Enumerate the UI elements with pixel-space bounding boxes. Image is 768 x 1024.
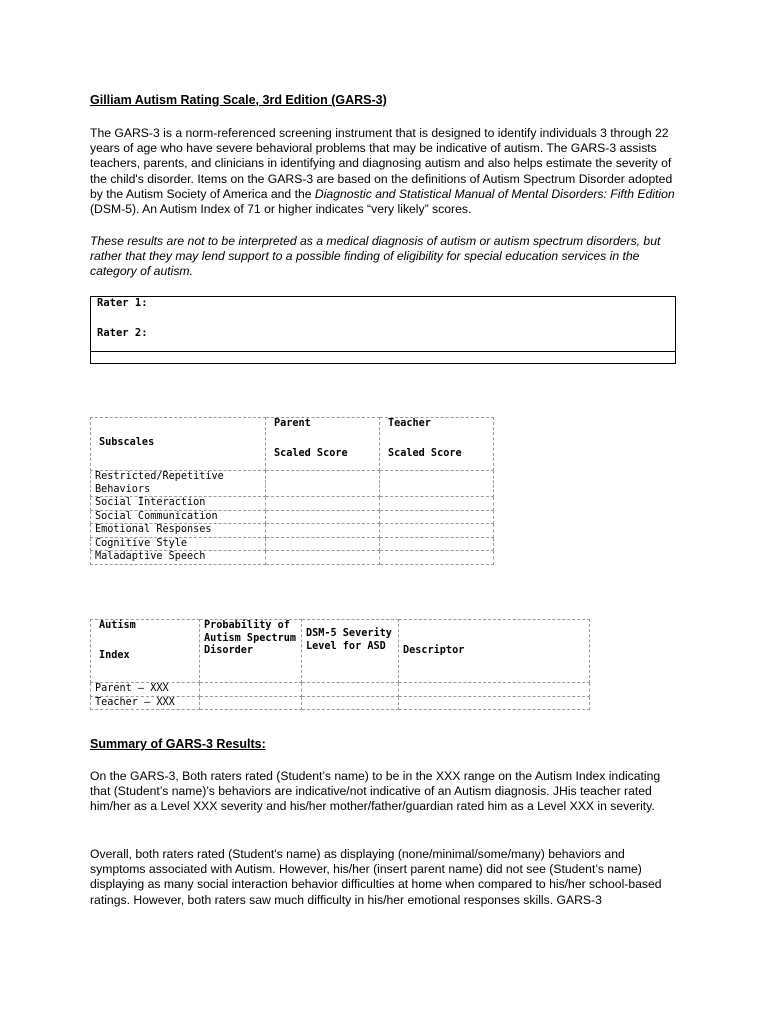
- subscale-name: Social Communication: [91, 510, 266, 524]
- summary-paragraph-2: Overall, both raters rated (Student's name) as displaying (none/minimal/some/many) behaviors and symptoms associated with Autism. However, his/her (insert parent name) did not see (Student’s name) displaying as many social interaction behavior difficulties at home when compared to his/her school-based ratings. However, both raters saw much difficulty in his/her emotional responses skills. GARS-3: [90, 847, 662, 907]
- autism-index-header-cell: [91, 620, 200, 683]
- parent-score-cell[interactable]: [266, 510, 380, 524]
- parent-score-cell[interactable]: [266, 551, 380, 565]
- rater-box-divider: [91, 351, 675, 352]
- rater-1-label: Rater 1:: [97, 297, 148, 309]
- parent-score-cell[interactable]: [266, 471, 380, 497]
- descriptor-cell[interactable]: [399, 696, 590, 710]
- severity-cell[interactable]: [302, 696, 399, 710]
- subscales-header-label: Subscales: [99, 437, 155, 448]
- teacher-score-cell[interactable]: [380, 510, 494, 524]
- parent-score-cell[interactable]: [266, 524, 380, 538]
- subscales-header-cell: [91, 418, 266, 471]
- table-row: [91, 537, 494, 551]
- table-row: [91, 683, 590, 697]
- autism-header-label: Autism: [99, 620, 136, 631]
- subscale-name: Cognitive Style: [91, 537, 266, 551]
- subscale-name: Maladaptive Speech: [91, 551, 266, 565]
- intro-paragraph: [90, 126, 680, 217]
- table-row: [91, 497, 494, 511]
- table-row: [91, 696, 590, 710]
- intro-text-a: The GARS-3 is a norm-referenced screening instrument that is designed to identify individuals 3 through 22 years of age who have severe behavioral problems that may be indicative of autism. The GARS-3 assists teachers, parents, and clinicians in identifying and diagnosing autism and also helps estimate the severity of the child's disorder. Items on the GARS-3 are based on the definitions of Autism Spectrum Disorder adopted by the Autism Society of America and the: [90, 126, 673, 201]
- rater-index-label: Parent – XXX: [91, 683, 200, 697]
- rater-box: [90, 296, 676, 364]
- parent-header-label: Parent: [274, 418, 311, 429]
- parent-header-cell: [266, 418, 380, 471]
- teacher-header-cell: [380, 418, 494, 471]
- severity-cell[interactable]: [302, 683, 399, 697]
- descriptor-cell[interactable]: [399, 683, 590, 697]
- summary-heading: Summary of GARS-3 Results:: [90, 737, 266, 751]
- parent-score-cell[interactable]: [266, 537, 380, 551]
- disclaimer-paragraph: These results are not to be interpreted as a medical diagnosis of autism or autism spectrum disorders, but rather that they may lend support to a possible finding of eligibility for special education services in the category of autism.: [90, 234, 661, 279]
- teacher-scaled-score-label: Scaled Score: [388, 448, 462, 459]
- teacher-score-cell[interactable]: [380, 537, 494, 551]
- subscale-name: Restricted/Repetitive Behaviors: [91, 471, 266, 497]
- subscales-header-row: [91, 418, 494, 471]
- parent-scaled-score-label: Scaled Score: [274, 448, 348, 459]
- table-row: [91, 551, 494, 565]
- subscale-name: Social Interaction: [91, 497, 266, 511]
- teacher-score-cell[interactable]: [380, 471, 494, 497]
- table-row: [91, 524, 494, 538]
- autism-header-row: [91, 620, 590, 683]
- autism-index-table: [90, 619, 590, 710]
- table-row: [91, 471, 494, 497]
- teacher-score-cell[interactable]: [380, 497, 494, 511]
- teacher-header-label: Teacher: [388, 418, 431, 429]
- intro-text-b: (DSM-5). An Autism Index of 71 or higher indicates “very likely” scores.: [90, 202, 472, 217]
- subscale-name: Emotional Responses: [91, 524, 266, 538]
- probability-cell[interactable]: [200, 683, 302, 697]
- parent-score-cell[interactable]: [266, 497, 380, 511]
- intro-italic-title: Diagnostic and Statistical Manual of Mental Disorders: Fifth Edition: [314, 186, 675, 201]
- descriptor-header: Descriptor: [399, 620, 590, 683]
- document-title: Gilliam Autism Rating Scale, 3rd Edition (GARS-3): [90, 93, 387, 107]
- teacher-score-cell[interactable]: [380, 524, 494, 538]
- index-header-label: Index: [99, 650, 130, 661]
- teacher-score-cell[interactable]: [380, 551, 494, 565]
- probability-header: Probability of Autism Spectrum Disorder: [200, 620, 302, 683]
- summary-paragraph-1: On the GARS-3, Both raters rated (Student’s name) to be in the XXX range on the Autism Index indicating that (Student’s name)’s behaviors are indicative/not indicative of an Autism diagnosis. JHis teacher rated him/her as a Level XXX severity and his/her mother/father/guardian rated him as a Level XXX in severity.: [90, 769, 661, 814]
- rater-2-label: Rater 2:: [97, 327, 148, 339]
- probability-cell[interactable]: [200, 696, 302, 710]
- subscales-table: [90, 417, 494, 565]
- rater-index-label: Teacher – XXX: [91, 696, 200, 710]
- table-row: [91, 510, 494, 524]
- dsm5-severity-header: DSM-5 Severity Level for ASD: [302, 620, 399, 683]
